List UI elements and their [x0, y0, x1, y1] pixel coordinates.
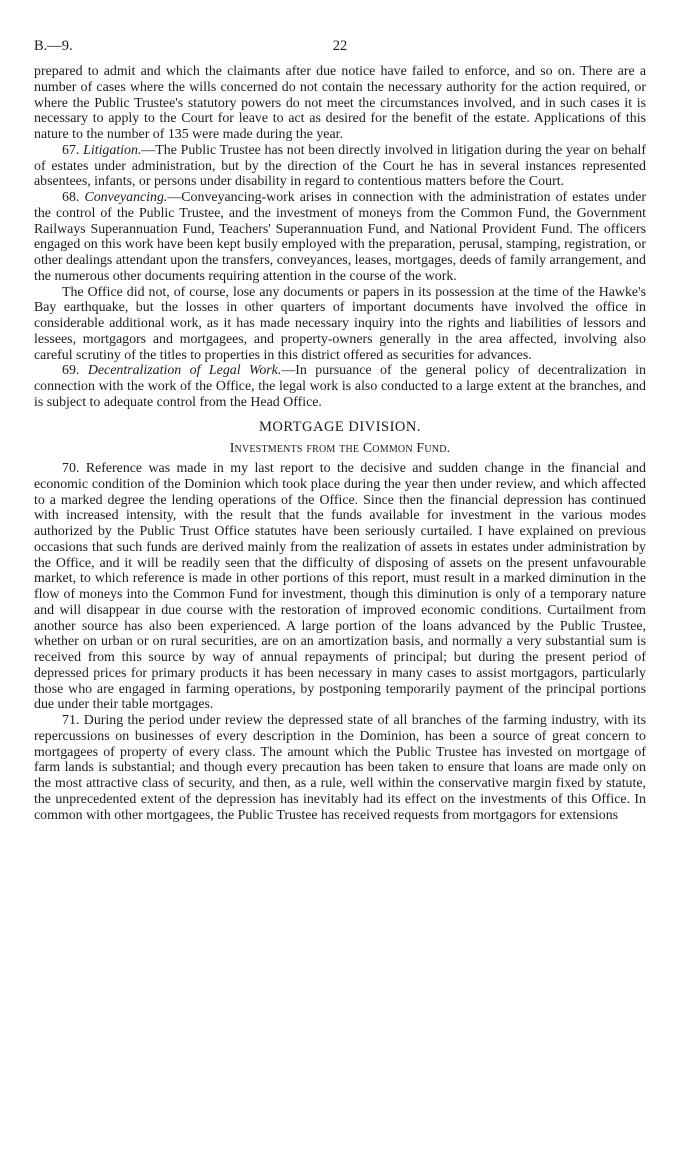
- paragraph-text: —In pursuance of the general policy of decentralization in connection with the work of the Office, the legal work is also conducted to a large extent at the branches, and is subject to adequate control from the Head Office.: [34, 363, 646, 410]
- paragraph-text: —Conveyancing-work arises in connection with the administration of estates under the control of the Public Trustee, and the investment of moneys from the Common Fund, the Government Railways Superannuation Fund, Teachers' Superannuation Fund, and National Provident Fund. The officers engaged on this work have been kept busily employed with the preparation, perusal, stamping, registration, or other dealings attendant upon the transfers, conveyances, leases, mortgages, deeds of family arrangement, and the numerous other documents requiring attention in the course of the work.: [34, 190, 646, 284]
- paragraph-title: Conveyancing.: [84, 190, 168, 205]
- page-number: 22: [332, 38, 348, 54]
- page-header: [34, 38, 646, 64]
- paragraph-69: [34, 363, 646, 410]
- paragraph-68: [34, 190, 646, 285]
- paragraph-text: prepared to admit and which the claimants after due notice have failed to enforce, and so on. There are a number of cases where the wills concerned do not contain the necessary authority for the action required, or where the Public Trustee's statutory powers do not meet the circumstances involved, and in such cases it is necessary to apply to the Court for leave to act as desired for the benefit of the estate. Applications of this nature to the number of 135 were made during the year.: [34, 64, 646, 142]
- paragraph-number: 69.: [62, 363, 80, 379]
- paragraph-71: [34, 713, 646, 823]
- paragraph-continuation: [34, 64, 646, 143]
- paragraph-text: Reference was made in my last report to the decisive and sudden change in the financial and economic condition of the Dominion which took place during the year then under review, and which affected to a marked degree the lending operations of the Office. Since then the financial depression has continued with increased intensity, with the result that the funds available for investment in the various modes authorized by the Public Trust Office statutes have been seriously curtailed. I have explained on previous occasions that such funds are derived mainly from the realization of assets in estates under administration by the Office, and it will be readily seen that the difficulty of disposing of assets on the present unfavourable market, to which reference is made in other portions of this report, must result in a marked diminution in the flow of moneys into the Common Fund for investment, though this diminution is only of a temporary nature and will disappear in due course with the restoration of improved economic conditions. Curtailment from another source has also been experienced. A large portion of the loans advanced by the Public Trustee, whether on urban or on rural securities, are on an amortization basis, and normally a very substantial sum is received from this source by way of annual repayments of principal; but during the present period of depressed prices for primary products it has been necessary in many cases to assist mortgagors, particularly those who are engaged in farming operations, by postponing temporarily payment of the principal portions due under their table mortgages.: [34, 461, 646, 713]
- paragraph-text: The Office did not, of course, lose any documents or papers in its possession at the time of the Hawke's Bay earthquake, but the losses in other quarters of important documents have involved the office in considerable additional work, as it has made necessary inquiry into the rights and liabilities of lessors and lessees, mortgagors and mortgagees, and property-owners generally in the area affected, involving also careful scrutiny of the titles to properties in this district offered as securities for advances.: [34, 284, 646, 363]
- body-text: [34, 64, 646, 823]
- paragraph-68-continued: [34, 285, 646, 364]
- report-reference: B.—9.: [34, 38, 73, 54]
- section-subheading: Investments from the Common Fund.: [229, 441, 451, 457]
- paragraph-number: 67.: [62, 142, 80, 158]
- paragraph-text: During the period under review the depressed state of all branches of the farming industry, with its repercussions on businesses of every description in the Dominion, has been a source of great concern to mortgagees of property of every class. The amount which the Public Trustee has invested on mortgage of farm lands is substantial; and though every precaution has been taken to ensure that loans are made only on the most attractive class of security, and then, as a rule, well within the conservative margin fixed by statute, the unprecedented extent of the depression has inevitably had its effect on the investments of this Office. In common with other mortgagees, the Public Trustee has received requests from mortgagors for extensions: [34, 713, 646, 823]
- paragraph-67: [34, 143, 646, 190]
- section-heading: MORTGAGE DIVISION.: [259, 418, 421, 435]
- paragraph-number: 68.: [62, 190, 80, 205]
- paragraph-text: —The Public Trustee has not been directly involved in litigation during the year on behalf of estates under administration, but by the direction of the Court he has in several instances represented absentees, infants, or persons under disability in regard to contentious matters before the Court.: [34, 142, 646, 190]
- paragraph-70: [34, 461, 646, 713]
- paragraph-title: Litigation.: [83, 142, 142, 158]
- paragraph-title: Decentralization of Legal Work.: [87, 363, 282, 379]
- paragraph-number: 71.: [62, 713, 80, 728]
- paragraph-number: 70.: [62, 461, 80, 476]
